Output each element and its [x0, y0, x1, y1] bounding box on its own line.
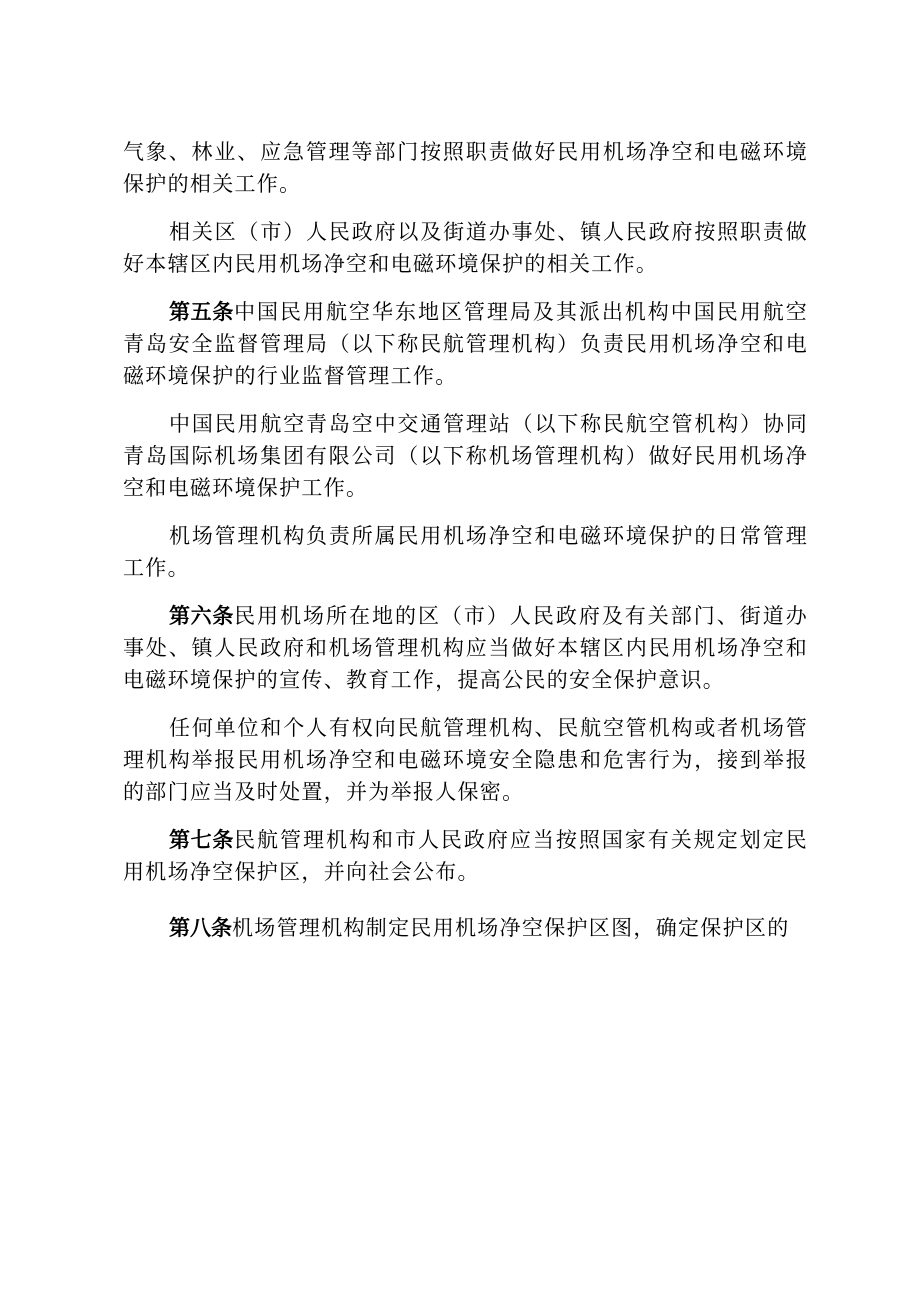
article-8 [123, 912, 808, 944]
paragraph-text: 机场管理机构负责所属民用机场净空和电磁环境保护的日常管理工作。 [123, 524, 808, 580]
paragraph-text: 民航管理机构和市人民政府应当按照国家有关规定划定民用机场净空保护区，并向社会公布。 [123, 828, 809, 884]
paragraph-text: 中国民用航空华东地区管理局及其派出机构中国民用航空青岛安全监督管理局（以下称民航管理机构）负责民用机场净空和电磁环境保护的行业监督管理工作。 [123, 300, 809, 388]
paragraph-7 [123, 712, 808, 808]
paragraph-text: 气象、林业、应急管理等部门按照职责做好民用机场净空和电磁环境保护的相关工作。 [123, 140, 808, 196]
paragraph-2 [123, 216, 808, 280]
paragraph-5 [123, 520, 808, 584]
article-number: 第五条 [169, 300, 235, 324]
document-page [123, 136, 808, 944]
paragraph-4 [123, 408, 808, 504]
article-number: 第八条 [169, 916, 232, 940]
article-number: 第六条 [169, 604, 235, 628]
article-7 [123, 824, 808, 888]
paragraph-1 [123, 136, 808, 200]
article-number: 第七条 [169, 828, 235, 852]
article-6 [123, 600, 808, 696]
paragraph-text: 相关区（市）人民政府以及街道办事处、镇人民政府按照职责做好本辖区内民用机场净空和电磁环境保护的相关工作。 [123, 220, 808, 276]
paragraph-text: 中国民用航空青岛空中交通管理站（以下称民航空管机构）协同青岛国际机场集团有限公司（以下称机场管理机构）做好民用机场净空和电磁环境保护工作。 [123, 412, 808, 500]
paragraph-text: 机场管理机构制定民用机场净空保护区图，确定保护区的 [232, 916, 790, 940]
paragraph-text: 民用机场所在地的区（市）人民政府及有关部门、街道办事处、镇人民政府和机场管理机构应当做好本辖区内民用机场净空和电磁环境保护的宣传、教育工作，提高公民的安全保护意识。 [123, 604, 809, 692]
paragraph-text: 任何单位和个人有权向民航管理机构、民航空管机构或者机场管理机构举报民用机场净空和电磁环境安全隐患和危害行为，接到举报的部门应当及时处置，并为举报人保密。 [123, 716, 808, 804]
article-5 [123, 296, 808, 392]
